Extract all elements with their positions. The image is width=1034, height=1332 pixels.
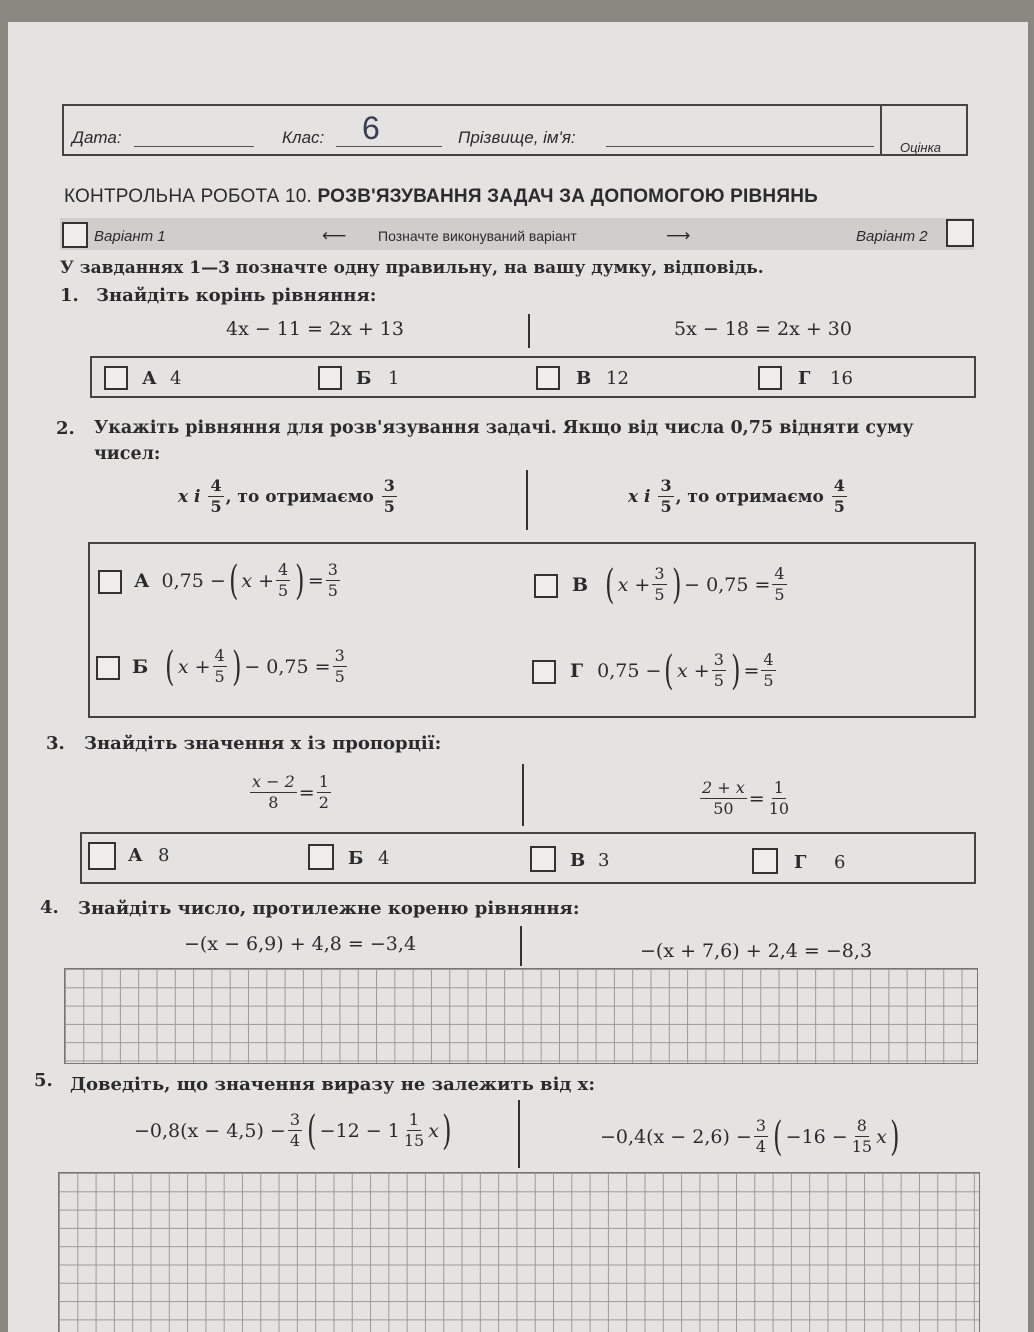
- q2-option-v-post: − 0,75 =: [684, 573, 771, 596]
- denominator: 8: [268, 793, 279, 812]
- q2-option-b-checkbox[interactable]: [96, 656, 120, 680]
- q2-option-a-fraction: [276, 560, 290, 601]
- q5-e2-fraction2: [850, 1116, 874, 1157]
- q4-text: Знайдіть число, протилежне кореню рівняння:: [78, 898, 580, 919]
- q2-option-v-letter: В: [572, 573, 589, 596]
- paren-left: (: [307, 1107, 317, 1154]
- q2-text-line1: Укажіть рівняння для розв'язування задачі. Якщо від числа 0,75 відняти суму: [94, 418, 914, 438]
- q4-answer-grid[interactable]: [64, 968, 978, 1064]
- grade-label: Оцінка: [900, 140, 941, 155]
- title-main: РОЗВ'ЯЗУВАННЯ ЗАДАЧ ЗА ДОПОМОГОЮ РІВНЯНЬ: [317, 186, 818, 207]
- q2-option-g-letter: Г: [570, 659, 584, 682]
- q2-condition-v2: [628, 476, 849, 517]
- denominator: 4: [289, 1131, 301, 1150]
- q2-option-g-fraction: [712, 650, 726, 691]
- paren-left: (: [773, 1113, 783, 1160]
- q1-option-g-letter: Г: [798, 368, 811, 389]
- denominator: 10: [768, 799, 790, 818]
- name-field[interactable]: [606, 146, 874, 147]
- denominator: 5: [383, 497, 395, 516]
- variant-hint: Позначте виконуваний варіант: [378, 228, 577, 244]
- q2-divider: [526, 470, 528, 530]
- q2-option-b-letter: Б: [132, 655, 149, 678]
- numerator: 4: [278, 560, 289, 579]
- q1-text: Знайдіть корінь рівняння:: [96, 285, 377, 306]
- class-value: 6: [362, 110, 380, 146]
- q2-option-g-pre: 0,75 −: [597, 659, 662, 682]
- q2-option-g-checkbox[interactable]: [532, 660, 556, 684]
- q5-e1-fraction: [288, 1110, 302, 1151]
- numerator: 2 + x: [702, 778, 745, 797]
- q3-option-b-checkbox[interactable]: [308, 844, 334, 870]
- q2-option-g-eq: =: [743, 659, 760, 682]
- denominator: 50: [713, 799, 734, 818]
- q3-option-g-letter: Г: [794, 852, 807, 873]
- arrow-right-icon: ⟶: [666, 226, 691, 245]
- arrow-left-icon: ⟵: [322, 226, 347, 245]
- paren-right: ): [730, 647, 741, 694]
- q2-cond2-fraction1: [658, 476, 673, 517]
- numerator: 3: [327, 560, 338, 579]
- date-field[interactable]: [134, 146, 254, 147]
- q2-option-b-result: [333, 646, 347, 687]
- q2-cond1-text: , то отримаємо: [225, 486, 374, 507]
- denominator: 5: [833, 497, 845, 516]
- q2-cond2-fraction2: [832, 476, 847, 517]
- q1-option-v-checkbox[interactable]: [536, 366, 560, 390]
- q2-option-a-checkbox[interactable]: [98, 570, 122, 594]
- q1-option-b-letter: Б: [356, 368, 372, 389]
- numerator: 3: [713, 650, 724, 669]
- q1-option-b-value: 1: [388, 368, 400, 389]
- numerator: 8: [856, 1116, 867, 1135]
- q3-option-b-letter: Б: [348, 848, 364, 869]
- q2-cond1-x: x і: [178, 486, 201, 507]
- q1-option-a-letter: А: [142, 368, 157, 389]
- q2-option-b: [132, 643, 349, 690]
- q2-option-g: [570, 647, 778, 694]
- q2-option-b-fraction: [213, 646, 227, 687]
- q5-e1-pre: −0,8(x − 4,5) −: [134, 1119, 286, 1142]
- q5-e2-fraction: [754, 1116, 768, 1157]
- q2-number: 2.: [56, 418, 75, 439]
- q2-cond1-fraction2: [382, 476, 397, 517]
- q3-option-v-value: 3: [598, 850, 610, 871]
- q3-p2-right: [767, 778, 791, 819]
- denominator: 15: [851, 1137, 873, 1156]
- q2-option-a-letter: А: [134, 569, 150, 592]
- q1-option-g-checkbox[interactable]: [758, 366, 782, 390]
- class-label: Клас:: [282, 128, 325, 147]
- q4-equation-v1: −(x − 6,9) + 4,8 = −3,4: [184, 933, 417, 955]
- denominator: 5: [774, 585, 785, 604]
- q3-proportion-v1: [248, 772, 333, 813]
- q4-divider: [520, 926, 522, 966]
- q2-option-a: [134, 557, 342, 604]
- paren-right: ): [442, 1107, 452, 1154]
- q2-cond2-x: x і: [628, 486, 651, 507]
- variant1-label: Варіант 1: [94, 228, 166, 245]
- q2-option-v-fraction: [652, 564, 666, 605]
- numerator: 4: [763, 650, 774, 669]
- q2-option-v-inner: x +: [617, 573, 651, 596]
- numerator: 4: [774, 564, 785, 583]
- q2-condition-v1: [178, 476, 399, 517]
- numerator: 3: [289, 1110, 301, 1129]
- numerator: 1: [318, 772, 329, 791]
- q5-e1-mixed-fraction: [402, 1110, 426, 1151]
- denominator: 5: [713, 671, 724, 690]
- q2-option-g-inner: x +: [677, 659, 710, 682]
- denominator: 2: [318, 793, 329, 812]
- numerator: 1: [408, 1110, 420, 1129]
- q3-p2-left: [700, 778, 747, 819]
- q3-number: 3.: [46, 733, 65, 754]
- variant2-label: Варіант 2: [856, 228, 928, 245]
- q4-number: 4.: [40, 897, 59, 918]
- q2-option-v-result: [772, 564, 786, 605]
- paren-right: ): [295, 557, 305, 604]
- numerator: 4: [210, 476, 222, 495]
- q4-equation-v2: −(x + 7,6) + 2,4 = −8,3: [640, 940, 873, 962]
- q1-number: 1.: [60, 285, 79, 306]
- q2-cond1-fraction1: [208, 476, 223, 517]
- q1-option-a-checkbox[interactable]: [104, 366, 128, 390]
- denominator: 5: [210, 497, 222, 516]
- q5-e1-var: x: [428, 1119, 439, 1142]
- name-label: Прізвище, ім'я:: [458, 128, 576, 147]
- q5-answer-grid[interactable]: [58, 1172, 980, 1332]
- q5-e2-pre: −0,4(x − 2,6) −: [600, 1125, 752, 1148]
- q3-p1-left: [250, 772, 297, 813]
- q3-option-a-checkbox[interactable]: [88, 842, 116, 870]
- q1-option-v-letter: В: [576, 368, 592, 389]
- q2-text-line2: чисел:: [94, 444, 161, 464]
- q3-p1-eq: =: [298, 781, 315, 804]
- numerator: 4: [214, 646, 225, 665]
- numerator: 3: [654, 564, 665, 583]
- date-label: Дата:: [72, 128, 122, 147]
- q5-e1-inner: −12 − 1: [319, 1119, 400, 1142]
- q1-equation-v2: 5x − 18 = 2x + 30: [674, 318, 852, 340]
- denominator: 15: [403, 1131, 425, 1150]
- numerator: 3: [660, 476, 672, 495]
- variant1-checkbox[interactable]: [62, 222, 88, 248]
- numerator: 3: [755, 1116, 767, 1135]
- q2-option-g-result: [761, 650, 775, 691]
- numerator: x − 2: [252, 772, 295, 791]
- q2-option-v-checkbox[interactable]: [534, 574, 558, 598]
- q3-option-a-letter: А: [128, 845, 143, 866]
- q2-option-a-pre: 0,75 −: [161, 569, 226, 592]
- q1-option-a-value: 4: [170, 368, 182, 389]
- q2-option-b-inner: x +: [177, 655, 211, 678]
- q3-p2-eq: =: [748, 787, 765, 810]
- q5-expression-v2: [600, 1113, 902, 1160]
- q3-option-b-value: 4: [378, 848, 390, 869]
- q5-divider: [518, 1100, 520, 1168]
- q3-option-a-value: 8: [158, 845, 170, 866]
- paren-right: ): [231, 643, 242, 690]
- numerator: 4: [833, 476, 845, 495]
- q3-p1-right: [317, 772, 331, 813]
- q3-option-v-letter: В: [570, 850, 586, 871]
- instruction-text: У завданнях 1—3 позначте одну правильну, на вашу думку, відповідь.: [60, 258, 764, 278]
- q2-cond2-text: , то отримаємо: [675, 486, 824, 507]
- denominator: 5: [278, 581, 289, 600]
- q5-number: 5.: [34, 1070, 53, 1091]
- denominator: 5: [763, 671, 774, 690]
- q3-option-g-value: 6: [834, 852, 846, 873]
- class-field[interactable]: [336, 146, 442, 147]
- denominator: 4: [755, 1137, 767, 1156]
- q2-option-a-eq: =: [307, 569, 324, 592]
- q5-e2-inner: −16 −: [785, 1125, 848, 1148]
- denominator: 5: [334, 667, 345, 686]
- denominator: 5: [327, 581, 338, 600]
- q1-equation-v1: 4x − 11 = 2x + 13: [226, 318, 404, 340]
- q1-divider: [528, 314, 530, 348]
- q2-option-a-inner: x +: [241, 569, 275, 592]
- page-title: [64, 186, 818, 208]
- q1-option-g-value: 16: [830, 368, 853, 389]
- variant2-checkbox[interactable]: [946, 219, 974, 247]
- paren-right: ): [671, 561, 682, 608]
- q2-option-b-post: − 0,75 =: [244, 655, 331, 678]
- numerator: 3: [334, 646, 345, 665]
- numerator: 3: [383, 476, 395, 495]
- denominator: 5: [654, 585, 665, 604]
- q5-expression-v1: [134, 1107, 455, 1154]
- q1-option-b-checkbox[interactable]: [318, 366, 342, 390]
- paren-right: ): [889, 1113, 900, 1160]
- paren-left: (: [605, 561, 615, 608]
- q3-text: Знайдіть значення x із пропорції:: [84, 733, 442, 754]
- q2-option-a-result: [326, 560, 340, 601]
- q3-option-v-checkbox[interactable]: [530, 846, 556, 872]
- q3-option-g-checkbox[interactable]: [752, 848, 778, 874]
- paren-left: (: [664, 647, 674, 694]
- title-prefix: КОНТРОЛЬНА РОБОТА 10.: [64, 186, 312, 207]
- numerator: 1: [773, 778, 784, 797]
- denominator: 5: [660, 497, 672, 516]
- q5-text: Доведіть, що значення виразу не залежить від x:: [70, 1074, 596, 1095]
- denominator: 5: [214, 667, 225, 686]
- q3-divider: [522, 764, 524, 826]
- paren-left: (: [165, 643, 175, 690]
- q1-option-v-value: 12: [606, 368, 629, 389]
- q3-proportion-v2: [698, 778, 793, 819]
- q2-option-v: [572, 561, 789, 608]
- q5-e2-var: x: [876, 1125, 887, 1148]
- paren-left: (: [228, 557, 239, 604]
